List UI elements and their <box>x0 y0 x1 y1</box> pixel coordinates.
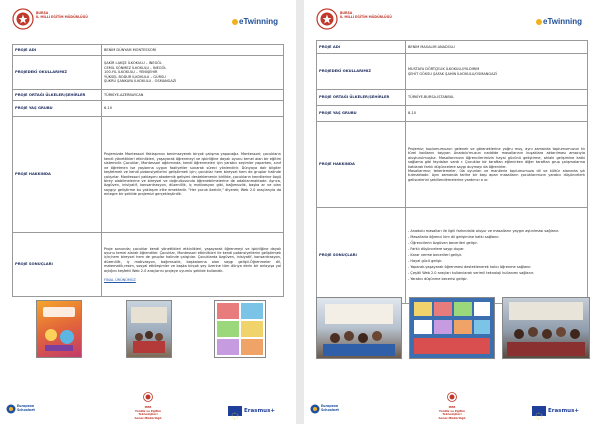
value: BENİM MASALIM ANADOLU <box>406 41 588 54</box>
value: Projemiz; toplumumuzun gelenek ve göreneklerine yoğru muş, aynı zamanda toplumumuzun kiı türel kodlarını taşıyan Anadolu'muzun naddide masallarının kuşaklara aktarılması amacıyla oluşturulmuştur. Masallarımızın öğrencilerimizin hayal gücünü geliştirme, ahlaki gelişimine katkı sağlama gibi faydaları vardı r. Çocuklar bir taraftan eğlenirken diğer taraftan grup çalışmalarına katılarak farklı düşüncelere saygı duymayı da öğrenirler. Masallarımız; tekerlemeler, üla oyunları ve manilerle toplumumuza dil ve kültür alanında şık tutmaktadır. Aynı zamanda tarihe bir başı apan masalların çocuklarımızın yaratıcı düşüncelerk geliscelerini şekillendirmelerine yardımcı o ur. <box>406 122 588 208</box>
european-schoolnet-logo: European Schoolnet <box>6 404 50 416</box>
etwinning-mark-icon <box>232 19 238 25</box>
list-item: - Yaparak-yaşayarak öğrenmesi desteklenerek kalıcı öğrenme sağlanır. <box>408 264 532 269</box>
label: PROJE SONUÇLARI <box>317 208 406 304</box>
value: Projemizde Montessori Yaklaşımını benimseyerek birçok çalışma yapacağız. Montessori; çocukların kendi yönettikleri etkinlikleri, yaşayarak öğrenmeyi ve işbirliğine dayalı oyunu temel alan bir eğitim sistemidir. Çocuklar, Montessori ağıtımında, kendi öğrenmeleri için yaratıcı seçimler yaparken, sınıf ve öğretmen ise yaşlarına uygun faaliyetler sunarak süreci yönlendirir. Dünyaya dair bilgiler keşfetmek ve kendi potansiyellerini geliştirmek için; çocuklar hem bireysel hem de gruplar halinde çalışırlar. Montessori yaklaşımı akademik gelişimi desteklemenin birlikte, çocukların kendilerine özgü birey olabilmelerine ve bireysel ve doğrultusunda öğrenebilmelerine de odaklanmaktadır. Ayrıca, özgüven, inisiyatif, konsantrasyon, düzenlilik, iç motivasyon gibi, bağımsızlık, başka ar ve olan saygıyı geliştirme bu yaklaşım ırtte emektedir. "Her çocuk özeldir," diyerek; Web 2.0 araçlarıyla da entegre bir şekilde projemizi gerçekleştirdik. <box>102 117 284 233</box>
label: PROJE SONUÇLARI <box>13 233 102 297</box>
list-item: - Çeşitli Web 2.0 araçları kullanılarak verimli teknoloji kullanımı sağlanır. <box>408 270 534 275</box>
row-partners <box>317 90 588 106</box>
classroom-photo-icon <box>127 301 171 357</box>
project-info-table <box>316 40 588 304</box>
results-list <box>408 229 585 281</box>
page-left <box>0 0 296 424</box>
list-item: - Anadolu masalları ile ilgili farkındalık oluşur ve masalların yaygın aştırılması sağlanır. <box>408 228 560 233</box>
label: PROJE ADI <box>317 41 406 54</box>
value: 6-10 <box>102 101 284 117</box>
meb-header-text: BURSA İL MİLLİ EĞİTİM MÜDÜRLÜĞÜ <box>36 11 88 20</box>
etwinning-logo: eTwinning <box>232 17 278 26</box>
eu-flag-icon <box>532 406 546 416</box>
row-about <box>13 117 284 233</box>
meb-footer-icon <box>143 392 153 402</box>
european-schoolnet-logo: European Schoolnet <box>310 404 354 416</box>
value: MUSTAFA DÖRTÇELİK İLKOKULU/YILDIRIM ŞEHİT GÖKSU ŞAFAK ŞAHİN İLKOKULU/OSMANGAZİ <box>406 54 588 90</box>
row-age-group <box>317 106 588 122</box>
photo-artwork-board <box>409 297 495 359</box>
final-product-link[interactable]: FİNAL ÜRÜNÜMÜZ <box>104 278 136 283</box>
row-results <box>13 233 284 297</box>
page-footer <box>304 394 600 424</box>
classroom-photo-icon <box>317 298 401 358</box>
artwork-board-icon <box>410 298 494 358</box>
etwinning-logo: eTwinning <box>536 17 582 26</box>
page-right <box>304 0 600 424</box>
label: PROJE HAKKINDA <box>317 122 406 208</box>
erasmus-logo: Erasmus+ <box>228 406 288 416</box>
photo-strip <box>12 300 284 362</box>
meb-logo-icon <box>316 8 338 30</box>
european-schoolnet-icon <box>310 404 320 414</box>
photo-class-group <box>502 297 590 359</box>
value <box>406 208 588 304</box>
meb-footer-icon <box>447 392 457 402</box>
page-header <box>304 0 600 40</box>
eu-flag-icon <box>228 406 242 416</box>
photo-strip <box>316 297 588 361</box>
class-group-icon <box>503 298 589 358</box>
label: PROJE YAŞ GRUBU <box>13 101 102 117</box>
value: TÜRKİYE-AZERBAYCAN <box>102 90 284 101</box>
page-footer <box>0 394 296 424</box>
list-item: - Hayal gücü gelişir. <box>408 258 443 263</box>
etwinning-mark-icon <box>536 19 542 25</box>
row-partners <box>13 90 284 101</box>
european-schoolnet-icon <box>6 404 16 414</box>
photo-activity-collage <box>214 300 266 358</box>
list-item: - Karar verme becerileri gelişir. <box>408 252 463 257</box>
label: PROJE ORTAĞI ÜLKELER/ŞEHİRLER <box>13 90 102 101</box>
list-item: - Farklı düşüncelere saygı duyar. <box>408 246 465 251</box>
list-item: - Yaratıcı düşünme becerisi gelişir. <box>408 276 468 281</box>
value: TÜRKİYE-BURSA-İSTANBUL <box>406 90 588 106</box>
row-project-name <box>317 41 588 54</box>
book-cover-illustration-icon <box>37 301 81 357</box>
erasmus-logo: Erasmus+ <box>532 406 592 416</box>
photo-book-cover <box>36 300 82 358</box>
label: PROJE ADI <box>13 45 102 56</box>
meb-footer-logo: MEB Yenilik ve Eğitim Teknolojileri Genel Müdürlüğü <box>430 387 474 420</box>
meb-footer-logo: MEB Yenilik ve Eğitim Teknolojileri Genel Müdürlüğü <box>126 387 170 420</box>
value: ŞAKİR LAKŞE İLKOKULU – İNEGÖL CEMİL SÖNMEZ İLKOKULU – İNEGÖL 100.YIL İLKOKULU – YENİŞEHİR YÜKSEL BODUR İLKOKULU – GÜRSU ŞÜKRÜ ŞANKAYA İLKOKULU - OSMANGAZİ <box>102 56 284 90</box>
value: Proje sonunda; çocuklar kendi yönettikleri etkinlikleri, yaşayarak öğrenmeyi ve işbirliğine dayalı oyunu temel alarak öğrendiler. Çocuklar, Montessori etkinlikleri ile kendi potansiyellerini geliştirmek için;hem bireysel hem de gruplar halinde çalıştılar. Çocuklarda özgüven, inisiyatif, konsantrasyon, düzenlilik, iç motivasyon, bağımsızlık, başkalarına olan saygı gelişti.Öğrenmeler dil, matematik,resim, sosyal etkileşimler ve başka birçok şey üzerine tüm dünya derin bir anlayışa yol açtığını keşfetti Web 2.0 araçlarını projeye uyumlu şekilde kullandık. FİNAL ÜRÜNÜMÜZ <box>102 233 284 297</box>
activity-collage-icon <box>215 301 265 357</box>
value: 8-10 <box>406 106 588 122</box>
list-item: - Öğrencilerin özgüven becerileri gelişir. <box>408 240 478 245</box>
label: PROJEDEKİ OKULLARIMIZ <box>317 54 406 90</box>
label: PROJEDEKİ OKULLARIMIZ <box>13 56 102 90</box>
project-info-table <box>12 44 284 297</box>
row-about <box>317 122 588 208</box>
value: BENİM DÜNYAM MONTESSORİ <box>102 45 284 56</box>
photo-classroom-1 <box>126 300 172 358</box>
list-item: - Masallarla öğrenci kim dil gelişimine katkı sağlanır. <box>408 234 500 239</box>
page-header <box>0 0 296 40</box>
label: PROJE YAŞ GRUBU <box>317 106 406 122</box>
row-age-group <box>13 101 284 117</box>
photo-classroom-2 <box>316 297 402 359</box>
meb-logo-icon <box>12 8 34 30</box>
row-results <box>317 208 588 304</box>
label: PROJE HAKKINDA <box>13 117 102 233</box>
meb-header-text: BURSA İL MİLLİ EĞİTİM MÜDÜRLÜĞÜ <box>340 11 392 20</box>
row-project-name <box>13 45 284 56</box>
label: PROJE ORTAĞI ÜLKELER/ŞEHİRLER <box>317 90 406 106</box>
row-schools <box>317 54 588 90</box>
row-schools <box>13 56 284 90</box>
